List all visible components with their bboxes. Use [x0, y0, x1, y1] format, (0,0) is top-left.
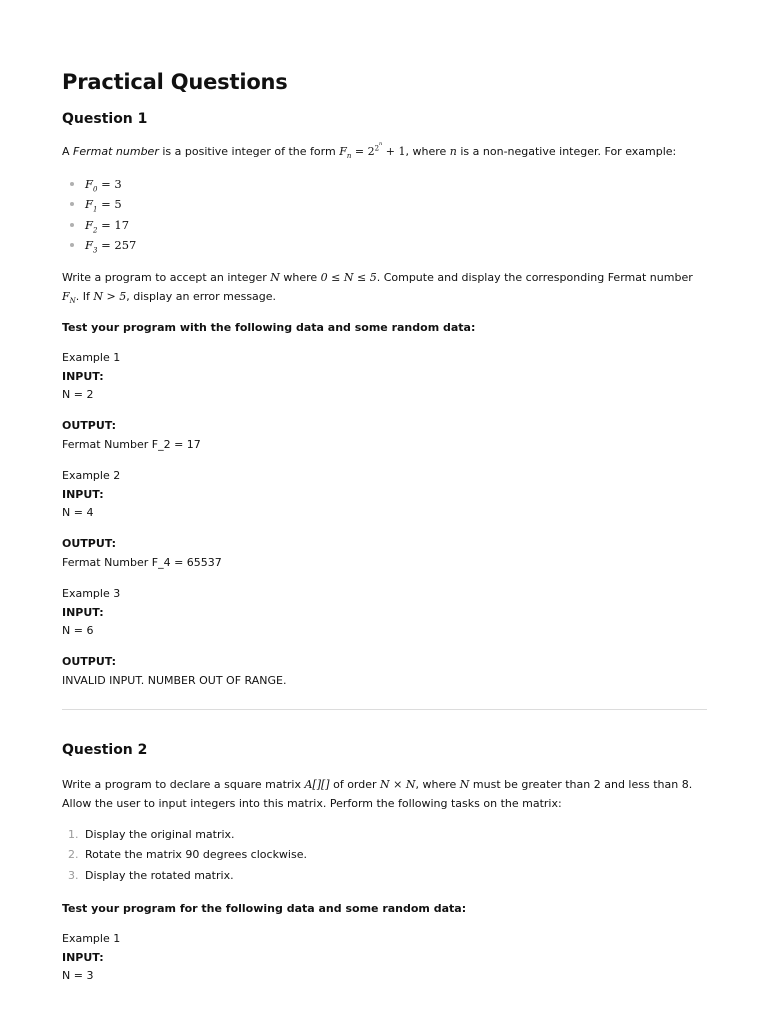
item-sub: 2 [92, 225, 98, 234]
list-item [62, 866, 307, 886]
list-text: Display the original matrix. [85, 828, 235, 841]
q1-intro-text: is a non-negative integer. For example: [456, 145, 677, 158]
formula-eq: = 2 [351, 145, 375, 158]
output-value: Fermat Number F_4 = 65537 [62, 556, 222, 569]
q2-intro-text: Allow the user to input integers into this matrix. Perform the following tasks on the matrix: [62, 797, 562, 810]
item-value: 5 [114, 197, 122, 212]
q1-test-heading: Test your program with the following data and some random data: [62, 321, 476, 334]
cond-expr: N > 5 [93, 290, 127, 303]
q1-intro-text: is a positive integer of the form [158, 145, 340, 158]
formula-sub: n [346, 152, 352, 161]
range-expr: 0 ≤ N ≤ 5 [320, 271, 377, 284]
q1-intro-paragraph [62, 142, 708, 161]
list-number: 2. [68, 848, 79, 862]
output-label: OUTPUT: [62, 419, 117, 432]
input-label: INPUT: [62, 951, 104, 964]
fermat-examples-list [62, 174, 136, 255]
list-item: $F_1 = 5$ [62, 194, 136, 214]
q2-intro-text: , where [415, 778, 460, 791]
list-item [62, 845, 307, 865]
q2-intro-text: Write a program to declare a square matrix [62, 778, 305, 791]
FN-expr [62, 290, 76, 306]
item-sub: 3 [92, 246, 98, 255]
question-2-heading: Question 2 [62, 742, 148, 758]
formula-lhs: F [339, 145, 347, 158]
output-value: Fermat Number F_2 = 17 [62, 438, 201, 451]
order-expr: N × N [380, 778, 416, 791]
output-value: INVALID INPUT. NUMBER OUT OF RANGE. [62, 674, 287, 687]
q1-task-text: . If [75, 290, 94, 303]
list-text: Rotate the matrix 90 degrees clockwise. [85, 848, 307, 862]
q2-task-list [62, 825, 307, 886]
formula-sup2: n [379, 141, 383, 147]
input-value: N = 6 [62, 624, 94, 637]
list-item [62, 825, 307, 845]
FN-sub: N [69, 297, 76, 306]
input-value: N = 3 [62, 969, 94, 982]
q1-task-text: where [279, 271, 321, 284]
var-N: N [270, 271, 280, 284]
output-label: OUTPUT: [62, 655, 117, 668]
example-label: Example 2 [62, 469, 121, 482]
formula-tail: + 1 [382, 145, 406, 158]
q1-task-text: Write a program to accept an integer [62, 271, 271, 284]
input-value: N = 4 [62, 506, 94, 519]
input-label: INPUT: [62, 606, 104, 619]
output-label: OUTPUT: [62, 537, 117, 550]
input-label: INPUT: [62, 488, 104, 501]
var-n: n [449, 145, 457, 158]
q2-test-heading: Test your program for the following data and some random data: [62, 902, 467, 915]
section-divider [62, 709, 707, 710]
list-text: Display the rotated matrix. [85, 868, 234, 882]
var-N: N [459, 778, 470, 791]
q1-task-paragraph [62, 268, 708, 306]
example-label: Example 1 [62, 932, 121, 945]
example-label: Example 1 [62, 351, 121, 364]
q1-intro-term: Fermat number [73, 145, 159, 158]
item-sub: 0 [92, 185, 98, 194]
matrix-expr: A[][] [304, 778, 330, 791]
question-1-heading: Question 1 [62, 111, 148, 127]
item-value: 3 [114, 177, 122, 191]
input-label: INPUT: [62, 370, 104, 383]
list-item: $F_3 = 257$ [62, 235, 136, 255]
example-label: Example 3 [62, 587, 121, 600]
q2-intro-text: of order [329, 778, 381, 791]
list-item: $F_0 = 3$ [62, 174, 136, 194]
q1-intro-text: A [62, 145, 74, 158]
q1-task-text: , display an error message. [126, 290, 277, 303]
list-number: 3. [68, 868, 79, 882]
page-title: Practical Questions [62, 70, 288, 94]
q1-task-text: . Compute and display the corresponding Fermat number [376, 271, 693, 284]
fermat-formula [339, 141, 406, 161]
q1-intro-text: , where [405, 145, 450, 158]
FN-base: F [62, 290, 70, 303]
list-number: 1. [68, 828, 79, 841]
q2-intro-paragraph [62, 775, 708, 813]
formula-sup: 2 [374, 144, 380, 153]
q2-intro-text: must be greater than 2 and less than 8. [469, 778, 693, 791]
list-item: $F_2 = 17$ [62, 215, 136, 235]
item-sub: 1 [92, 205, 98, 214]
item-value: 257 [114, 237, 137, 252]
input-value: N = 2 [62, 388, 94, 401]
item-value: 17 [114, 217, 130, 232]
